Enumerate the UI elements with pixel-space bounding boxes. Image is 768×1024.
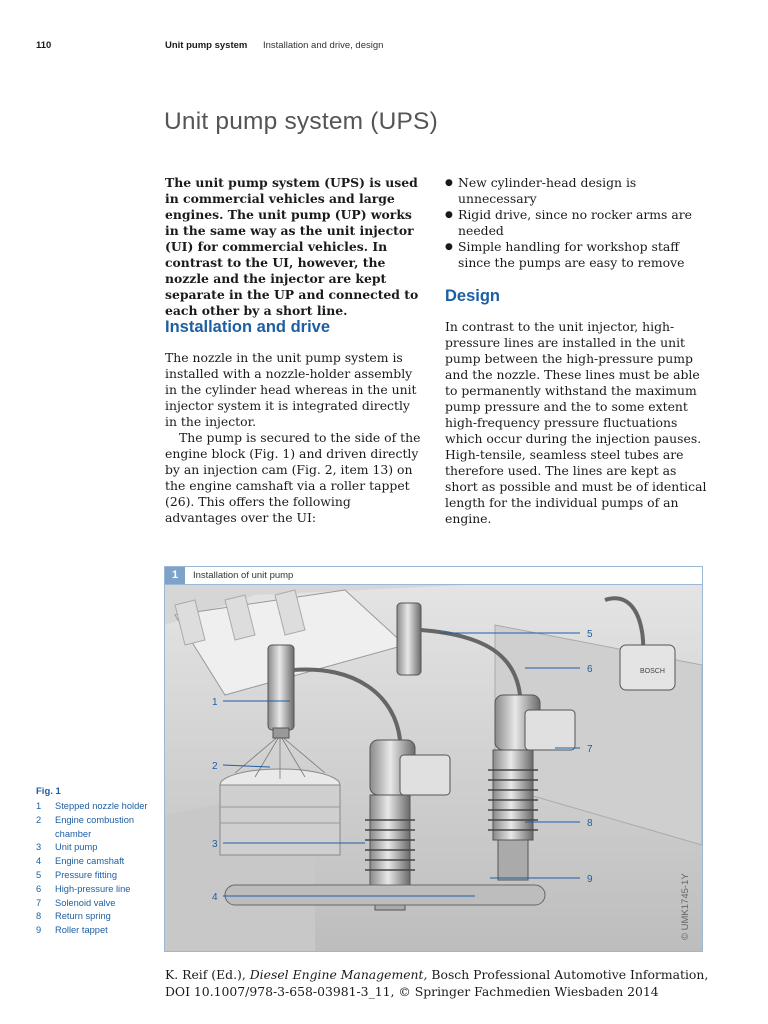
book-title: Diesel Engine Management, [249, 967, 428, 982]
list-item [36, 841, 156, 855]
legend-number: 1 [36, 801, 42, 811]
list-item [36, 910, 156, 924]
unit-pump-illustration [165, 585, 702, 951]
figure-legend [36, 786, 156, 938]
running-header-section: Unit pump system [165, 40, 248, 51]
design-text: In contrast to the unit injector, high-pressure lines are installed in the unit pump between the high-pressure pump and the nozzle. These lines must be able to permanently withstand the maximum pump pressure and the to some extent high-frequency pressure fluctuations which occur during the injection pauses. High-tensile, seamless steel tubes are therefore used. The lines are kept as short as possible and must be of identical length for the individual pumps of an engine. [445, 319, 707, 526]
design-heading: Design [445, 287, 501, 305]
callout-7: 7 [587, 744, 593, 755]
legend-number: 4 [36, 856, 42, 867]
design-paragraph [445, 319, 707, 527]
legend-label: Unit pump [55, 842, 98, 853]
legend-label: Engine camshaft [55, 856, 125, 867]
list-item: ● Simple handling for workshop staff since the pumps are easy to remove [445, 239, 707, 271]
installation-text [165, 350, 423, 526]
callout-6: 6 [587, 664, 593, 675]
callout-3: 3 [212, 839, 218, 850]
list-item [36, 869, 156, 883]
legend-number: 7 [36, 897, 42, 908]
roller-tappet [498, 840, 528, 880]
list-item: ● New cylinder-head design is unnecessary [445, 175, 707, 207]
figure-number: 1 [165, 567, 185, 584]
list-item [36, 814, 156, 842]
legend-number: 2 [36, 814, 42, 825]
page-number: 110 [36, 40, 52, 51]
legend-number: 6 [36, 883, 42, 894]
legend-label: Return spring [55, 911, 111, 922]
list-item [36, 883, 156, 897]
citation-line-1 [165, 966, 708, 983]
figure-code: © UMK1745-1Y [680, 873, 691, 940]
nozzle-holder [268, 645, 294, 730]
running-header-subsection: Installation and drive, design [263, 40, 384, 51]
citation-line-2: DOI 10.1007/978-3-658-03981-3_11, © Springer Fachmedien Wiesbaden 2014 [165, 984, 659, 999]
citation-prefix: K. Reif (Ed.), [165, 967, 250, 982]
advantages-list [445, 175, 707, 271]
legend-label: Engine combustion chamber [55, 814, 135, 839]
legend-label: High-pressure line [55, 883, 131, 894]
legend-label: Solenoid valve [55, 897, 116, 908]
solenoid-valve [400, 755, 450, 795]
legend-number: 8 [36, 911, 42, 922]
nozzle-tip [273, 728, 289, 738]
intro-paragraph [165, 175, 423, 319]
legend-title: Fig. 1 [36, 786, 61, 797]
figure-title: Installation of unit pump [193, 570, 294, 581]
intro-text: The unit pump system (UPS) is used in commercial vehicles and large engines. The unit pump (UP) works in the same way as the unit injector (UI) for commercial vehicles. In contrast to the UI, however, the nozzle and the injector are kept separate in the UP and connected to each other by a short line. [165, 175, 419, 318]
installation-heading: Installation and drive [165, 318, 331, 336]
page-title: Unit pump system (UPS) [164, 108, 438, 135]
installation-paragraph-1: The nozzle in the unit pump system is installed with a nozzle-holder assembly in the cylinder head whereas in the unit injector system it is integrated directly in the injector. [165, 350, 417, 429]
legend-number: 5 [36, 869, 42, 880]
unit-pump-body [493, 750, 533, 840]
callout-5: 5 [587, 629, 593, 640]
callout-1: 1 [212, 697, 218, 708]
engine-camshaft [225, 885, 545, 905]
citation-footer [165, 966, 708, 1000]
citation-suffix: Bosch Professional Automotive Information, [427, 967, 709, 982]
installation-paragraph-2: The pump is secured to the side of the engine block (Fig. 1) and driven directly by an injection cam (Fig. 2, item 13) on the engine camshaft via a roller tappet (26). This offers the following advantages over the UI: [165, 430, 421, 525]
piston [220, 785, 340, 855]
list-item [36, 855, 156, 869]
list-item [36, 897, 156, 911]
legend-number: 9 [36, 925, 42, 936]
callout-8: 8 [587, 818, 593, 829]
callout-2: 2 [212, 761, 218, 772]
legend-label: Pressure fitting [55, 869, 118, 880]
callout-4: 4 [212, 892, 218, 903]
solenoid-valve [525, 710, 575, 750]
list-item [36, 924, 156, 938]
legend-label: Stepped nozzle holder [55, 801, 148, 811]
bosch-logo: BOSCH [640, 668, 665, 675]
legend-label: Roller tappet [55, 925, 108, 936]
legend-number: 3 [36, 842, 42, 853]
list-item [36, 800, 156, 814]
list-item: ● Rigid drive, since no rocker arms are needed [445, 207, 707, 239]
callout-9: 9 [587, 874, 593, 885]
nozzle-holder [397, 603, 421, 675]
